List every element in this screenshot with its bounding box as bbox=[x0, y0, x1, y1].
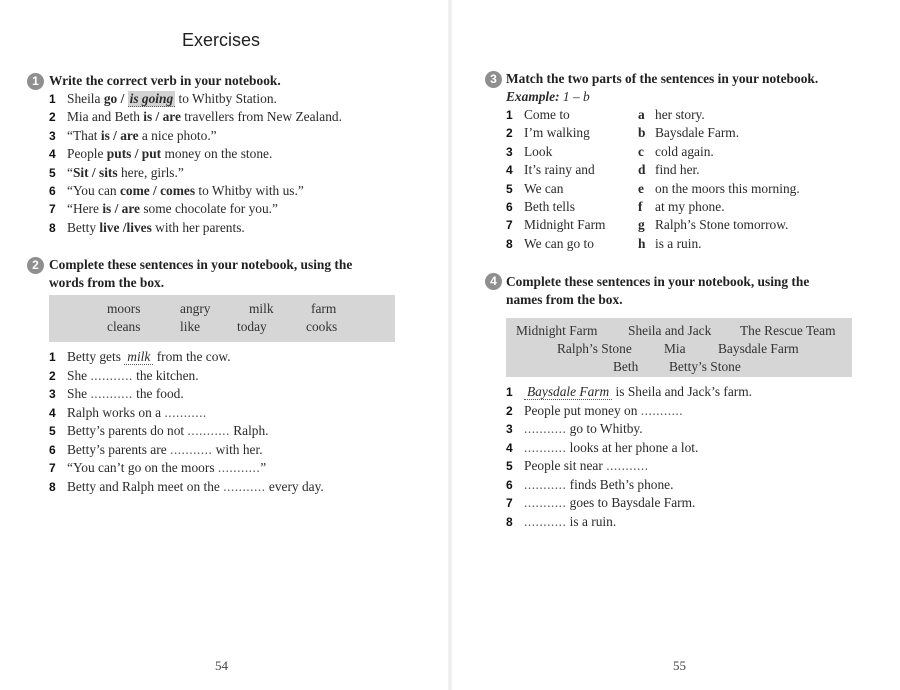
sentence-ending: find her. bbox=[655, 162, 700, 178]
item-text bbox=[524, 457, 649, 475]
box-name: The Rescue Team bbox=[740, 323, 836, 338]
item-number: 8 bbox=[49, 479, 56, 494]
example-value: 1 – b bbox=[559, 89, 590, 104]
blank-gap: ........... bbox=[524, 513, 567, 529]
item-text bbox=[67, 200, 278, 218]
item-number: 3 bbox=[506, 144, 513, 159]
blank-gap: ........... bbox=[90, 386, 133, 401]
item-number: 7 bbox=[49, 202, 56, 217]
item-text bbox=[67, 127, 217, 145]
blank-gap: ........... bbox=[187, 423, 230, 438]
item-number: 3 bbox=[506, 422, 513, 436]
exercise-1-heading: Write the correct verb in your notebook. bbox=[49, 73, 281, 88]
right-page bbox=[450, 0, 900, 690]
box-name: Mia bbox=[664, 341, 686, 356]
sentence-text: some chocolate for you.” bbox=[140, 201, 278, 217]
box-name: Betty’s Stone bbox=[669, 359, 741, 374]
sentence-ending: on the moors this morning. bbox=[655, 180, 800, 196]
item-text bbox=[67, 164, 184, 182]
exercise-4-badge: 4 bbox=[485, 273, 502, 290]
sentence-ending: is a ruin. bbox=[655, 235, 702, 251]
sentence-ending: at my phone. bbox=[655, 199, 725, 214]
blank-gap: ........... bbox=[217, 460, 261, 475]
sentence-text: People bbox=[67, 146, 107, 162]
item-number: 3 bbox=[49, 387, 56, 401]
match-letter: g bbox=[638, 217, 645, 233]
sentence-text: ” bbox=[260, 460, 267, 475]
match-letter: f bbox=[638, 199, 643, 214]
verb-choice: puts / put bbox=[106, 146, 162, 162]
item-number: 4 bbox=[506, 440, 513, 455]
example-answer: milk bbox=[124, 349, 153, 365]
item-text bbox=[67, 385, 184, 403]
item-number: 1 bbox=[506, 108, 513, 122]
blank-gap: ........... bbox=[524, 495, 567, 510]
blank-gap: ........... bbox=[606, 458, 649, 473]
blank-gap: ........... bbox=[223, 478, 266, 494]
sentence-text: money on the stone. bbox=[161, 146, 273, 162]
item-text bbox=[67, 108, 342, 126]
verb-choice: go / bbox=[103, 91, 128, 106]
blank-gap: ........... bbox=[524, 439, 567, 455]
sentence-text: is a ruin. bbox=[566, 513, 617, 529]
sentence-text: “Here bbox=[67, 201, 103, 217]
sentence-text: Sheila bbox=[67, 91, 104, 106]
item-number: 4 bbox=[49, 405, 56, 420]
sentence-text: travellers from New Zealand. bbox=[180, 109, 342, 125]
item-text bbox=[67, 367, 199, 385]
exercise-3-heading: Match the two parts of the sentences in your notebook. bbox=[506, 71, 819, 86]
sentence-start: We can bbox=[524, 180, 564, 196]
item-text bbox=[67, 441, 263, 459]
item-number: 5 bbox=[49, 424, 56, 438]
verb-choice: is / are bbox=[143, 109, 181, 125]
sentence-text: Ralph. bbox=[229, 423, 269, 438]
names-box bbox=[506, 318, 852, 377]
item-number: 2 bbox=[506, 403, 513, 418]
item-number: 2 bbox=[49, 368, 56, 383]
item-text bbox=[67, 478, 324, 496]
item-number: 7 bbox=[49, 461, 56, 475]
sentence-ending: cold again. bbox=[655, 143, 714, 159]
box-name: Ralph’s Stone bbox=[557, 341, 632, 356]
exercise-3-example bbox=[506, 88, 590, 106]
sentence-text: finds Beth’s phone. bbox=[566, 476, 674, 492]
item-text bbox=[524, 420, 643, 438]
sentence-text: from the cow. bbox=[153, 349, 231, 364]
item-number: 1 bbox=[506, 385, 513, 399]
item-text bbox=[67, 182, 304, 200]
sentence-text: a nice photo.” bbox=[138, 127, 217, 143]
item-text bbox=[67, 422, 269, 440]
exercise-4-heading-line1: Complete these sentences in your notebook, using the bbox=[506, 274, 810, 289]
sentence-start: It’s rainy and bbox=[524, 162, 595, 178]
sentence-text: “That bbox=[67, 127, 101, 143]
item-number: 7 bbox=[506, 496, 513, 510]
item-number: 4 bbox=[506, 163, 513, 178]
sentence-text: “ bbox=[67, 164, 73, 180]
sentence-text: Ralph works on a bbox=[67, 404, 165, 420]
verb-choice: live /lives bbox=[99, 219, 152, 235]
item-number: 8 bbox=[506, 236, 513, 251]
box-word: today bbox=[237, 319, 267, 334]
sentence-text: She bbox=[67, 386, 91, 401]
item-text bbox=[67, 459, 266, 477]
box-name: Sheila and Jack bbox=[628, 323, 712, 338]
item-number: 4 bbox=[49, 147, 56, 162]
match-letter: e bbox=[638, 180, 644, 196]
sentence-text: Mia and Beth bbox=[67, 109, 144, 125]
sentence-start: Beth tells bbox=[524, 199, 575, 214]
exercise-4-heading-line2: names from the box. bbox=[506, 292, 623, 307]
sentence-ending: her story. bbox=[655, 107, 705, 122]
sentence-start: Come to bbox=[524, 107, 570, 122]
match-letter: b bbox=[638, 125, 646, 141]
item-number: 7 bbox=[506, 218, 513, 233]
sentence-text: People sit near bbox=[524, 458, 607, 473]
item-text bbox=[67, 90, 277, 108]
exercise-1-badge: 1 bbox=[27, 73, 44, 90]
blank-gap: ........... bbox=[90, 367, 133, 383]
item-number: 5 bbox=[506, 459, 513, 473]
item-text bbox=[524, 402, 683, 420]
sentence-start: Look bbox=[524, 143, 553, 159]
sentence-text: Betty and Ralph meet on the bbox=[67, 478, 224, 494]
page-number: 55 bbox=[673, 658, 686, 673]
blank-gap: ........... bbox=[524, 476, 567, 492]
example-label: Example: bbox=[506, 89, 560, 104]
item-number: 6 bbox=[49, 442, 56, 457]
sentence-text: Betty gets bbox=[67, 349, 125, 364]
verb-choice: is / are bbox=[100, 127, 139, 143]
verb-choice: come / comes bbox=[119, 183, 196, 198]
item-text bbox=[524, 439, 698, 457]
box-word: like bbox=[180, 319, 201, 334]
box-word: angry bbox=[180, 301, 211, 316]
sentence-text: to Whitby with us.” bbox=[195, 183, 304, 198]
item-number: 8 bbox=[49, 220, 56, 235]
item-text bbox=[524, 494, 695, 512]
sentence-text: the food. bbox=[132, 386, 184, 401]
sentence-text: go to Whitby. bbox=[566, 421, 643, 436]
box-word: cooks bbox=[306, 319, 338, 334]
box-word: cleans bbox=[107, 319, 141, 334]
item-number: 8 bbox=[506, 514, 513, 529]
item-number: 1 bbox=[49, 92, 56, 106]
item-number: 6 bbox=[506, 477, 513, 492]
sentence-text: the kitchen. bbox=[132, 367, 199, 383]
sentence-text: People put money on bbox=[524, 402, 641, 418]
sentence-text: to Whitby Station. bbox=[175, 91, 277, 106]
sentence-start: I’m walking bbox=[524, 125, 590, 141]
sentence-text: with her parents. bbox=[151, 219, 245, 235]
sentence-text: “You can bbox=[67, 183, 120, 198]
item-number: 2 bbox=[49, 110, 56, 125]
sentence-text: Betty’s parents do not bbox=[67, 423, 188, 438]
verb-choice: is / are bbox=[102, 201, 140, 217]
exercise-2-heading-line2: words from the box. bbox=[49, 275, 165, 290]
sentence-text: with her. bbox=[212, 441, 263, 457]
sentence-start: We can go to bbox=[524, 235, 594, 251]
sentence-text: is Sheila and Jack’s farm. bbox=[612, 384, 753, 399]
item-text bbox=[67, 404, 207, 422]
item-number: 6 bbox=[49, 184, 56, 198]
sentence-text: goes to Baysdale Farm. bbox=[566, 495, 696, 510]
match-letter: a bbox=[638, 107, 645, 122]
box-word: farm bbox=[311, 301, 337, 316]
sentence-ending: Ralph’s Stone tomorrow. bbox=[655, 217, 789, 233]
page-title: Exercises bbox=[182, 30, 261, 50]
item-text bbox=[67, 145, 272, 163]
box-name: Beth bbox=[613, 359, 639, 374]
example-answer: Baysdale Farm bbox=[524, 384, 612, 400]
item-text bbox=[524, 383, 752, 401]
item-number: 6 bbox=[506, 200, 513, 214]
exercise-3-badge: 3 bbox=[485, 71, 502, 88]
item-number: 5 bbox=[49, 165, 56, 180]
sentence-text: every day. bbox=[265, 478, 324, 494]
item-number: 2 bbox=[506, 126, 513, 141]
blank-gap: ........... bbox=[640, 402, 684, 418]
box-name: Baysdale Farm bbox=[718, 341, 799, 356]
blank-gap: ........... bbox=[170, 441, 213, 457]
word-box bbox=[49, 295, 395, 342]
item-text bbox=[67, 219, 245, 237]
match-letter: d bbox=[638, 162, 646, 178]
blank-gap: ........... bbox=[524, 421, 567, 436]
match-letter: c bbox=[638, 143, 644, 159]
sentence-ending: Baysdale Farm. bbox=[655, 125, 740, 141]
exercise-2-heading-line1: Complete these sentences in your notebook, using the bbox=[49, 257, 353, 272]
sentence-text: Betty’s parents are bbox=[67, 441, 170, 457]
sentence-text: here, girls.” bbox=[117, 164, 184, 180]
sentence-start: Midnight Farm bbox=[524, 217, 606, 233]
sentence-text: “You can’t go on the moors bbox=[67, 460, 218, 475]
sentence-text: looks at her phone a lot. bbox=[566, 439, 699, 455]
verb-choice: Sit / sits bbox=[72, 164, 118, 180]
item-number: 3 bbox=[49, 128, 56, 143]
box-word: moors bbox=[107, 301, 141, 316]
match-letter: h bbox=[638, 235, 646, 251]
item-text bbox=[67, 348, 231, 366]
item-text bbox=[524, 476, 673, 494]
item-number: 1 bbox=[49, 350, 56, 364]
highlighted-answer: is going bbox=[129, 91, 174, 106]
box-word: milk bbox=[249, 301, 274, 316]
blank-gap: ........... bbox=[164, 404, 207, 420]
page-number: 54 bbox=[215, 658, 228, 673]
item-text bbox=[524, 513, 616, 531]
sentence-text: Betty bbox=[67, 219, 100, 235]
box-name: Midnight Farm bbox=[516, 323, 598, 338]
exercise-2-badge: 2 bbox=[27, 257, 44, 274]
sentence-text: She bbox=[67, 367, 91, 383]
item-number: 5 bbox=[506, 181, 513, 196]
